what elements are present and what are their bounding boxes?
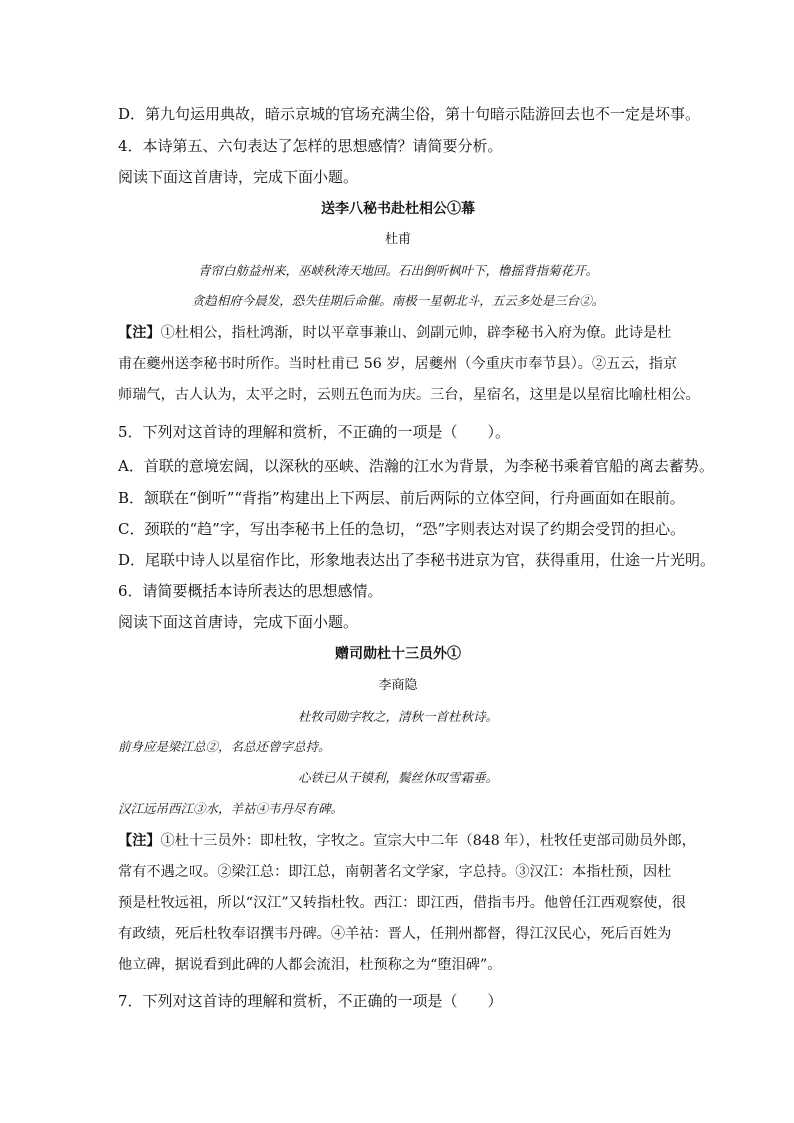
question-6: 6．请简要概括本诗所表达的思想感情。: [118, 582, 383, 600]
poem-2-line-2: 前身应是梁江总②，名总还曾字总持。: [118, 739, 331, 754]
note-1-line-3: 师瑞气，古人认为，太平之时，云则五色而为庆。三台，星宿名，这里是以星宿比喻杜相公。: [118, 387, 700, 403]
note-1-line-1: [118, 324, 688, 342]
poem-2-author: 李商隐: [378, 678, 418, 693]
question-5-option-a: A．首联的意境宏阔，以深秋的巫峡、浩瀚的江水为背景，为李秘书乘着官船的离去蓄势。: [118, 457, 714, 475]
poem-1-author: 杜甫: [384, 232, 411, 247]
reading-instruction-2: 阅读下面这首唐诗，完成下面小题。: [118, 613, 359, 631]
question-5-option-b: B．颔联在“倒听”“背指”构建出上下两层、前后两际的立体空间，行舟画面如在眼前。: [118, 489, 685, 507]
poem-2-line-1: 杜牧司勋字牧之，清秋一首杜秋诗。: [297, 709, 498, 724]
question-5-stem: 5．下列对这首诗的理解和赏析，不正确的一项是（ ）。: [118, 423, 511, 441]
poem-1-line-2: 贪趋相府今晨发，恐失佳期后命催。南极一星朝北斗，五云多处是三台②。: [191, 293, 605, 308]
note-2-line-4: 有政绩，死后杜牧奉诏撰韦丹碑。④羊祜：晋人，任荆州都督，得江汉民心，死后百姓为: [118, 926, 672, 942]
question-4: 4．本诗第五、六句表达了怎样的思想感情？请简要分析。: [118, 137, 503, 155]
q3-option-d: D．第九句运用典故，暗示京城的官场充满尘俗，第十句暗示陆游回去也不一定是坏事。: [118, 105, 701, 123]
poem-1-title: 送李八秘书赴杜相公①幕: [321, 201, 475, 217]
poem-2-title: 赠司勋杜十三员外①: [335, 646, 461, 662]
poem-2-line-3: 心铁已从干镆利，鬓丝休叹雪霜垂。: [297, 770, 498, 785]
note-2-line-1: [118, 832, 696, 850]
note-1-label: 【注】: [118, 325, 161, 341]
note-2-line-3: 预是杜牧远祖，所以“汉江”又转指杜牧。西江：即江西，借指韦丹。他曾任江西观察使，很: [118, 895, 686, 911]
note-2-line-5: 他立碑，据说看到此碑的人都会流泪，杜预称之为“堕泪碑”。: [118, 957, 502, 973]
poem-2-line-4: 汉江远吊西江③水，羊祜④韦丹尽有碑。: [118, 801, 344, 816]
question-7-stem: 7．下列对这首诗的理解和赏析，不正确的一项是（ ）: [118, 992, 503, 1010]
note-1-line-2: 甫在夔州送李秘书时所作。当时杜甫已 56 岁，居夔州（今重庆市奉节县）。②五云，指京: [118, 356, 678, 372]
note-1-text-1: ①杜相公，指杜鸿渐，时以平章事兼山、剑副元帅，辟李秘书入府为僚。此诗是杜: [160, 325, 672, 341]
note-2-label: 【注】: [118, 833, 161, 849]
note-2-line-2: 常有不遇之叹。②梁江总：即江总，南朝著名文学家，字总持。③汉江：本指杜预，因杜: [118, 864, 672, 880]
note-2-text-1: ①杜十三员外：即杜牧，字牧之。宣宗大中二年（848 年），杜牧任吏部司勋员外郎，: [160, 833, 696, 849]
reading-instruction-1: 阅读下面这首唐诗，完成下面小题。: [118, 168, 359, 186]
question-5-option-c: C．颈联的“趋”字，写出李秘书上任的急切，“恐”字则表达对误了约期会受罚的担心。: [118, 520, 686, 538]
question-5-option-d: D．尾联中诗人以星宿作比，形象地表达出了李秘书进京为官，获得重用，仕途一片光明。: [118, 551, 716, 569]
poem-1-line-1: 青帘白舫益州来，巫峡秋涛天地回。石出倒听枫叶下，橹摇背指菊花开。: [197, 263, 598, 278]
